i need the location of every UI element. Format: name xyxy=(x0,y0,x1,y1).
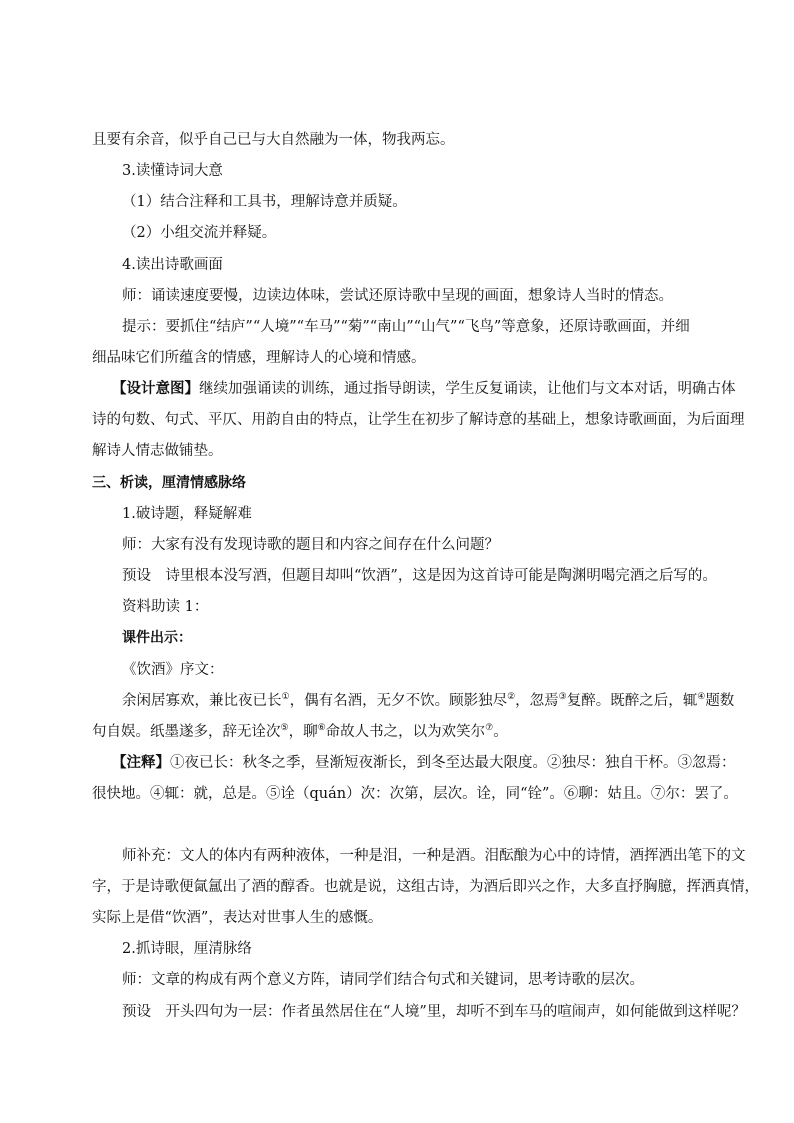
paragraph-line: 预设 诗里根本没写酒，但题目却叫“饮酒”，这是因为这首诗可能是陶渊明喝完酒之后写的。 xyxy=(122,568,717,584)
section-heading: 4.读出诗歌画面 xyxy=(122,257,223,273)
notes-line: 【注释】①夜已长：秋冬之季，昼渐短夜渐长，到冬至达最大限度。②独尽：独自干杯。③忽焉： xyxy=(112,754,736,771)
courseware-label: 课件出示： xyxy=(122,630,192,646)
paragraph-line: 师：诵读速度要慢，边读边体味，尝试还原诗歌中呈现的画面，想象诗人当时的情态。 xyxy=(122,288,673,304)
section-heading: 1.破诗题，释疑解难 xyxy=(122,506,252,522)
paragraph-line: 预设 开头四句为一层：作者虽然居住在“人境”里，却听不到车马的喧闹声，如何能做到这样呢？ xyxy=(122,1004,746,1020)
paragraph-line: 师：大家有没有发现诗歌的题目和内容之间存在什么问题？ xyxy=(122,537,499,553)
paragraph-line: 《饮酒》序文： xyxy=(122,662,224,678)
notes-line: 很快地。④辄：就，总是。⑤诠（quán）次：次第，层次。诠，同“铨”。⑥聊：姑且。⑦尔：罢了。 xyxy=(92,786,738,802)
paragraph-line: 细品味它们所蕴含的情感，理解诗人的心境和情感。 xyxy=(92,350,426,366)
paragraph-line: 实际上是借“饮酒”，表达对世事人生的感慨。 xyxy=(92,910,383,926)
design-intent-tag: 【设计意图】 xyxy=(112,380,199,397)
preface-line: 句自娱。纸墨遂多，辞无诠次⑤，聊⑥命故人书之，以为欢笑尔⑦。 xyxy=(92,723,508,740)
paragraph-line: （1）结合注释和工具书，理解诗意并质疑。 xyxy=(122,194,407,210)
design-intent-line: 【设计意图】继续加强诵读的训练，通过指导朗读，学生反复诵读，让他们与文本对话，明确古体 xyxy=(112,380,736,397)
paragraph-line: 解诗人情志做铺垫。 xyxy=(92,443,223,459)
section-heading: 2.抓诗眼，厘清脉络 xyxy=(122,941,252,957)
section-heading: 3.读懂诗词大意 xyxy=(122,163,223,179)
paragraph-line: 资料助读 1： xyxy=(122,599,209,615)
paragraph-line: 师补充：文人的体内有两种液体，一种是泪，一种是酒。泪酝酿为心中的诗情，酒挥洒出笔下的文 xyxy=(122,848,746,864)
section-title: 三、析读，厘清情感脉络 xyxy=(92,475,246,491)
paragraph-line: （2）小组交流并释疑。 xyxy=(122,225,277,241)
paragraph-line: 提示：要抓住“结庐”“人境”“车马”“菊”“南山”“山气”“飞鸟”等意象，还原诗歌画面，并细 xyxy=(122,319,690,335)
paragraph-line: 且要有余音，似乎自己已与大自然融为一体，物我两忘。 xyxy=(92,132,455,148)
paragraph-line: 字，于是诗歌便氤氲出了酒的醇香。也就是说，这组古诗，为酒后即兴之作，大多直抒胸臆，挥洒真情， xyxy=(92,879,759,895)
paragraph-line: 诗的句数、句式、平仄、用韵自由的特点，让学生在初步了解诗意的基础上，想象诗歌画面，为后面理 xyxy=(92,412,745,428)
paragraph-line: 师：文章的构成有两个意义方阵，请同学们结合句式和关键词，思考诗歌的层次。 xyxy=(122,972,644,988)
notes-tag: 【注释】 xyxy=(112,754,170,771)
preface-line: 余闲居寡欢，兼比夜已长①，偶有名酒，无夕不饮。顾影独尽②，忽焉③复醉。既醉之后，辄④题数 xyxy=(122,692,735,709)
